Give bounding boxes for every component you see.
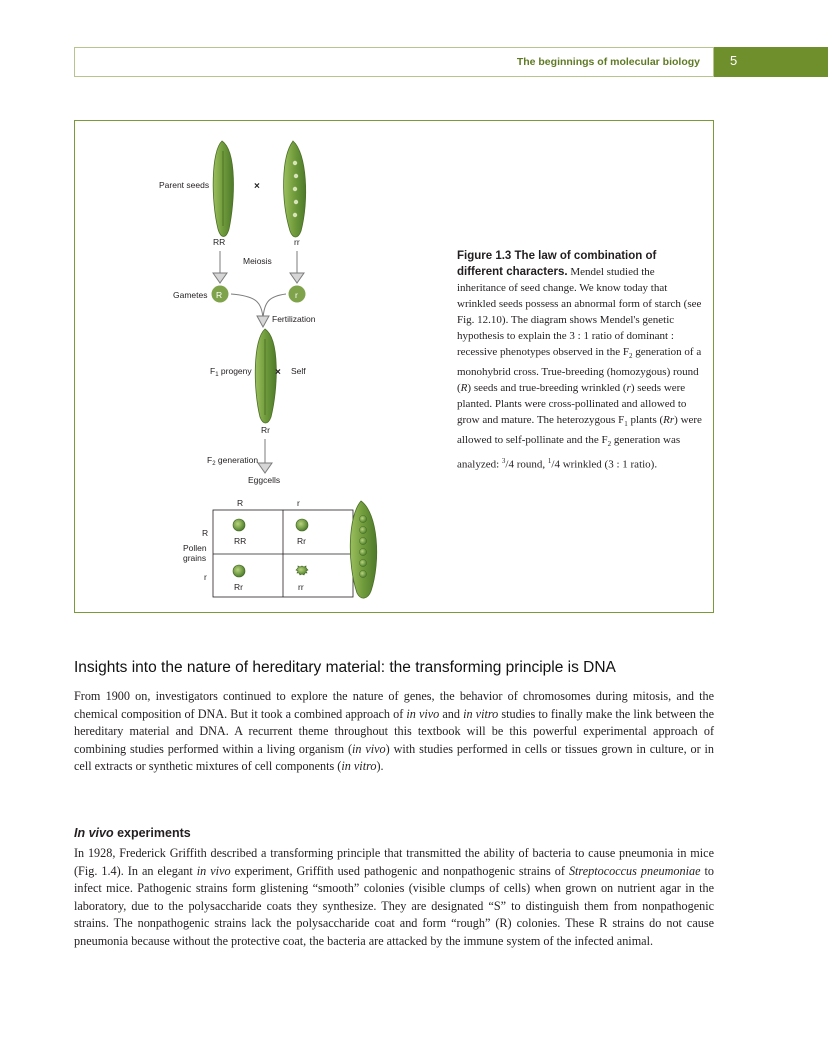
paragraph-intro <box>74 688 714 776</box>
para-text: From 1900 on, investigators continued to explore the nature of genes, the behavior of chromosomes during mitosis, and the chemical composition of DNA. But it took a combined approach of <box>74 689 714 721</box>
caption-text: generation was analyzed: <box>457 434 681 471</box>
caption-sup: 3 <box>501 456 506 465</box>
label-self: Self <box>291 366 306 376</box>
f1-pod <box>255 329 276 423</box>
caption-italic: Rr <box>663 414 675 427</box>
paragraph-griffith <box>74 845 714 950</box>
cross-mark: × <box>254 181 260 192</box>
para-text: experiment, Griffith used pathogenic and nonpathogenic strains of <box>230 863 569 878</box>
para-text: In 1928, Frederick Griffith described a transforming principle that transmitted the ability of bacteria to cause pneumonia in mice (Fig. 1.4). In an elegant <box>74 846 714 878</box>
caption-text: generation of a monohybrid cross. True-breeding (homozygous) round ( <box>457 346 702 395</box>
caption-text: /4 wrinkled (3 : 1 ratio). <box>551 458 658 471</box>
punnett-col-r: r <box>297 498 300 508</box>
caption-sub: 1 <box>624 420 628 429</box>
punnett-col-R: R <box>237 498 244 508</box>
label-meiosis: Meiosis <box>243 256 272 266</box>
parent-pod-round <box>213 141 233 237</box>
label-f2-generation: $F_2$ generation <box>207 455 259 467</box>
subheading-in-vivo <box>74 826 191 840</box>
punnett-cell-rr: rr <box>298 582 304 592</box>
subheading-text: experiments <box>113 826 191 840</box>
caption-sup: 1 <box>547 456 552 465</box>
caption-italic: R <box>460 382 468 395</box>
para-text: to infect mice. Pathogenic strains form glistening “smooth” colonies (visible clumps of cells) when grown on nutrient agar in the laboratory, due to the polysaccharide coats they synthesize. They are designated “S” to distinguish them from nonpathogenic strains. The nonpathogenic strains lack the polysaccharide coat and form “rough” (R) colonies. These R strains do not cause pneumonia because without the protective coat, the bacteria are attacked by the immune system of the infected animal. <box>74 863 715 948</box>
label-RR-parent: RR <box>213 237 226 247</box>
pea-Rr-top <box>296 519 308 531</box>
caption-text: Mendel studied the inheritance of seed change. We know today that wrinkled seeds possess an abnormal form of starch (see Fig. 12.10). The diagram shows Mendel's genetic hypothesis to explain the 3 : 1 ratio of dominant : recessive phenotypes observed in the F <box>457 266 702 358</box>
running-header-title: The beginnings of molecular biology <box>516 56 700 68</box>
caption-sub: 2 <box>628 352 633 361</box>
punnett-cell-Rr-top: Rr <box>297 536 306 546</box>
para-text: ). <box>376 759 384 773</box>
punnett-cell-RR: RR <box>234 536 247 546</box>
open-pea-pod <box>350 501 376 598</box>
label-grains: grains <box>183 553 207 563</box>
punnett-row-R: R <box>202 528 209 538</box>
caption-title: Figure 1.3 The law of combination of different characters. <box>457 250 657 278</box>
meiosis-arrow-left <box>213 251 227 283</box>
caption-italic: r <box>626 382 631 395</box>
para-text: ) with studies performed in cells or tissues grown in culture, or in cell extracts or synthetic mixtures of cell components ( <box>74 741 714 773</box>
caption-text: /4 round, <box>505 458 548 471</box>
para-text: and <box>439 706 464 721</box>
caption-sub: 2 <box>607 440 612 449</box>
caption-text: ) were allowed to self-pollinate and the F <box>457 414 702 447</box>
label-pollen: Pollen <box>183 543 207 553</box>
meiosis-arrow-right <box>290 251 304 283</box>
figure-caption <box>457 248 702 472</box>
self-cross-mark: × <box>275 367 281 378</box>
label-gametes: Gametes <box>173 290 208 300</box>
gamete-R-label: R <box>216 290 223 300</box>
label-fertilization: Fertilization <box>272 314 316 324</box>
para-italic: in vivo <box>352 741 386 756</box>
caption-text: plants ( <box>627 414 664 427</box>
pea-rr-wrinkled <box>296 566 308 575</box>
pea-Rr-bottom <box>233 565 245 577</box>
label-Rr-f1: Rr <box>261 425 270 435</box>
label-f1-progeny: $F_1$ progeny <box>210 366 252 378</box>
f2-arrow <box>258 439 272 473</box>
label-eggcells: Eggcells <box>248 475 281 485</box>
punnett-cell-Rr-bottom: Rr <box>234 582 243 592</box>
para-italic: in vitro <box>341 759 377 773</box>
para-text: studies to finally make the link between the hereditary material and DNA. A recurrent theme throughout this textbook will be this powerful experimental approach of combining studies performed within a living organism ( <box>74 706 714 756</box>
para-italic: in vivo <box>196 863 231 878</box>
subheading-italic: In vivo <box>74 826 114 840</box>
pea-RR <box>233 519 245 531</box>
para-italic: Streptococcus pneumoniae <box>568 863 701 878</box>
gamete-r-label: r <box>295 290 298 300</box>
para-italic: in vitro <box>463 706 499 721</box>
label-parent-seeds: Parent seeds <box>159 180 210 190</box>
label-rr-parent: rr <box>294 237 300 247</box>
para-italic: in vivo <box>406 706 440 721</box>
section-heading: Insights into the nature of hereditary material: the transforming principle is DNA <box>74 659 616 676</box>
punnett-row-r: r <box>204 572 207 582</box>
caption-text: ) seeds and true-breeding wrinkled ( <box>467 382 627 395</box>
page-number: 5 <box>730 53 738 68</box>
caption-text: ) seeds were planted. Plants were cross-pollinated and allowed to grow and mature. The heterozygous F <box>457 382 687 427</box>
parent-pod-wrinkled <box>284 141 306 237</box>
